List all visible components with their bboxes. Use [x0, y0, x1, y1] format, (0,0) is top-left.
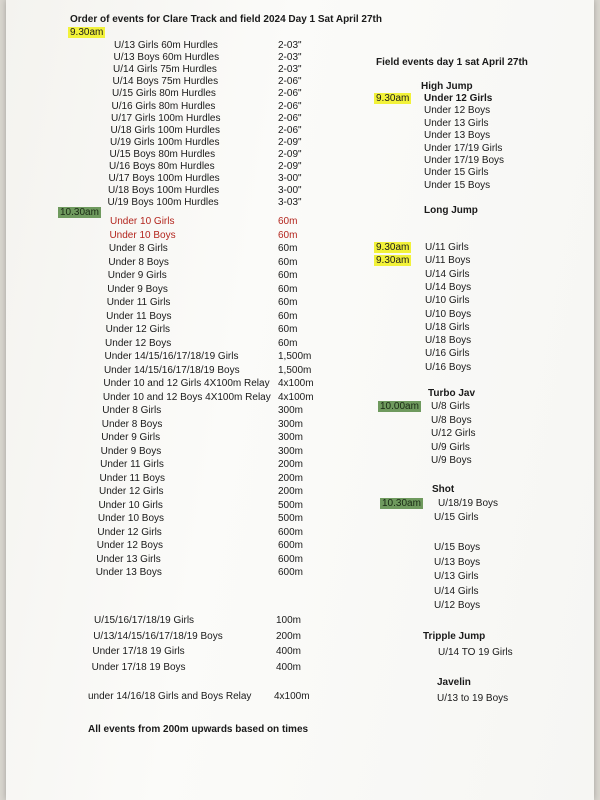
- hurdle-event: U/18 Boys 100m Hurdles: [108, 185, 220, 197]
- high-jump-heading: High Jump: [421, 81, 473, 92]
- track-distance: 600m: [278, 567, 304, 578]
- track-event: Under 10 Boys: [109, 229, 176, 241]
- high-jump-item: Under 13 Girls: [424, 117, 489, 129]
- track-event: Under 8 Girls: [102, 405, 162, 416]
- track-distance: 200m: [278, 459, 304, 470]
- late-track-event: U/15/16/17/18/19 Girls: [94, 615, 195, 626]
- hurdle-event: U/19 Girls 100m Hurdles: [110, 136, 220, 148]
- shot-item: U/13 Girls: [434, 571, 479, 582]
- track-distance: 300m: [278, 432, 304, 443]
- track-event: Under 10 and 12 Girls 4X100m Relay: [103, 378, 270, 389]
- track-distance: 200m: [278, 486, 304, 497]
- track-distance: 60m: [278, 310, 298, 322]
- track-event: Under 12 Girls: [99, 486, 164, 497]
- high-jump-item: Under 17/19 Girls: [424, 142, 503, 154]
- hurdle-event: U/16 Boys 80m Hurdles: [109, 161, 215, 172]
- tripple-jump-item: U/14 TO 19 Girls: [438, 647, 513, 658]
- high-jump-item: Under 12 Boys: [424, 105, 491, 117]
- track-distance: 500m: [278, 499, 304, 511]
- track-distance: 600m: [278, 526, 304, 538]
- track-event: Under 13 Girls: [96, 553, 161, 565]
- track-distance: 1,500m: [278, 364, 312, 376]
- track-event: Under 10 Girls: [98, 499, 163, 511]
- track-distance: 60m: [278, 283, 298, 295]
- hurdle-height: 2-09": [278, 136, 302, 148]
- shot-item: U/15 Girls: [434, 512, 479, 523]
- late-track-event: U/13/14/15/16/17/18/19 Boys: [93, 630, 223, 642]
- track-event: Under 12 Girls: [97, 526, 162, 538]
- turbo-jav-item: U/9 Girls: [431, 441, 470, 453]
- track-event: Under 8 Boys: [101, 418, 163, 430]
- long-jump-item: U/16 Boys: [425, 361, 472, 373]
- track-distance: 600m: [278, 553, 304, 565]
- time-badge-930-long-jump-2: 9.30am: [376, 255, 410, 266]
- long-jump-item: U/11 Girls: [425, 242, 469, 253]
- long-jump-item: U/10 Boys: [425, 308, 472, 320]
- javelin-item: U/13 to 19 Boys: [437, 693, 509, 704]
- paper-sheet: [6, 0, 594, 800]
- track-event: Under 8 Boys: [108, 256, 169, 268]
- high-jump-item: Under 17/19 Boys: [424, 155, 505, 166]
- time-badge-1030-track: 10.30am: [60, 207, 99, 218]
- track-distance: 600m: [278, 540, 304, 551]
- late-track-event: Under 17/18 19 Girls: [92, 646, 185, 657]
- shot-item: U/14 Girls: [434, 586, 479, 597]
- track-distance: 60m: [278, 324, 298, 335]
- hurdle-event: U/13 Boys 60m Hurdles: [113, 52, 220, 64]
- track-distance: 4x100m: [278, 391, 314, 403]
- late-track-distance: 400m: [276, 646, 302, 657]
- turbo-jav-item: U/9 Boys: [431, 455, 472, 467]
- track-distance: 60m: [278, 337, 298, 349]
- turbo-jav-item: U/8 Boys: [431, 414, 472, 426]
- track-event: Under 13 Boys: [95, 567, 162, 578]
- track-distance: 60m: [278, 216, 298, 227]
- hurdle-height: 2-03": [278, 40, 302, 51]
- track-distance: 60m: [278, 243, 298, 254]
- long-jump-heading: Long Jump: [424, 205, 478, 216]
- time-badge-930-high-jump: 9.30am: [376, 93, 410, 104]
- long-jump-item: U/18 Boys: [425, 335, 472, 347]
- track-distance: 60m: [278, 256, 298, 268]
- track-event: Under 12 Boys: [105, 337, 172, 349]
- footer-note: All events from 200m upwards based on times: [88, 724, 309, 735]
- track-event: Under 10 Girls: [110, 216, 175, 227]
- track-event: Under 10 and 12 Boys 4X100m Relay: [102, 391, 271, 403]
- track-event: Under 12 Boys: [96, 540, 163, 551]
- track-event: Under 9 Boys: [107, 283, 168, 295]
- long-jump-item: U/18 Girls: [425, 321, 470, 333]
- hurdle-height: 2-06": [278, 124, 302, 136]
- hurdle-event: U/19 Boys 100m Hurdles: [107, 197, 219, 209]
- hurdle-event: U/16 Girls 80m Hurdles: [111, 100, 216, 112]
- track-distance: 500m: [278, 513, 304, 524]
- hurdle-height: 2-06": [278, 88, 302, 100]
- hurdle-height: 2-06": [278, 112, 302, 124]
- time-badge-1000-turbo-jav: 10.00am: [380, 401, 419, 412]
- hurdle-height: 3-03": [278, 197, 302, 209]
- relay-event: under 14/16/18 Girls and Boys Relay: [88, 691, 252, 702]
- time-badge-930-track: 9.30am: [70, 27, 104, 38]
- shot-item: U/13 Boys: [434, 557, 481, 568]
- late-track-distance: 200m: [276, 630, 302, 642]
- long-jump-item: U/14 Boys: [425, 281, 472, 293]
- hurdle-height: 2-09": [278, 148, 302, 160]
- turbo-jav-heading: Turbo Jav: [428, 388, 476, 399]
- hurdle-height: 2-03": [278, 64, 302, 76]
- turbo-jav-item: U/12 Girls: [431, 428, 476, 440]
- hurdle-event: U/15 Girls 80m Hurdles: [112, 88, 216, 100]
- track-distance: 300m: [278, 445, 304, 457]
- track-distance: 60m: [278, 229, 298, 241]
- track-event: Under 12 Girls: [105, 324, 171, 335]
- hurdle-event: U/18 Girls 100m Hurdles: [110, 124, 220, 136]
- track-distance: 300m: [278, 405, 304, 416]
- long-jump-item: U/16 Girls: [425, 348, 470, 360]
- hurdle-event: U/13 Girls 60m Hurdles: [114, 40, 218, 51]
- track-event: Under 14/15/16/17/18/19 Girls: [104, 351, 239, 362]
- field-events-title: Field events day 1 sat April 27th: [376, 57, 528, 68]
- track-distance: 60m: [278, 270, 298, 281]
- shot-item: U/18/19 Boys: [438, 498, 499, 509]
- hurdle-height: 3-00": [278, 173, 302, 185]
- javelin-heading: Javelin: [437, 677, 471, 688]
- hurdle-height: 3-00": [278, 185, 302, 197]
- hurdle-height: 2-06": [278, 100, 302, 112]
- track-event: Under 14/15/16/17/18/19 Boys: [103, 364, 240, 376]
- hurdle-event: U/14 Girls 75m Hurdles: [113, 64, 217, 76]
- long-jump-item: U/10 Girls: [425, 295, 470, 307]
- high-jump-item: Under 12 Girls: [424, 93, 493, 104]
- track-event: Under 11 Boys: [106, 310, 172, 322]
- track-distance: 60m: [278, 297, 298, 308]
- track-distance: 300m: [278, 418, 304, 430]
- hurdle-event: U/17 Boys 100m Hurdles: [108, 173, 220, 185]
- track-event: Under 11 Boys: [99, 472, 165, 484]
- track-event: Under 8 Girls: [108, 243, 168, 254]
- long-jump-item: U/11 Boys: [425, 255, 471, 267]
- track-event: Under 11 Girls: [100, 459, 164, 470]
- hurdle-height: 2-03": [278, 52, 302, 64]
- late-track-distance: 100m: [276, 615, 302, 626]
- track-event: Under 9 Boys: [100, 445, 162, 457]
- track-distance: 200m: [278, 472, 304, 484]
- shot-item: U/12 Boys: [434, 600, 481, 611]
- time-badge-1030-shot: 10.30am: [382, 498, 421, 509]
- long-jump-item: U/14 Girls: [425, 268, 470, 280]
- high-jump-item: Under 13 Boys: [424, 130, 491, 142]
- track-event: Under 9 Girls: [101, 432, 161, 443]
- track-event: Under 10 Boys: [97, 513, 165, 524]
- track-distance: 4x100m: [278, 378, 314, 389]
- late-track-event: Under 17/18 19 Boys: [91, 661, 186, 673]
- high-jump-item: Under 15 Girls: [424, 167, 489, 179]
- track-event: Under 11 Girls: [106, 297, 171, 308]
- hurdle-event: U/15 Boys 80m Hurdles: [109, 148, 216, 160]
- hurdle-height: 2-06": [278, 76, 302, 88]
- high-jump-item: Under 15 Boys: [424, 179, 491, 191]
- time-badge-930-long-jump-1: 9.30am: [376, 242, 410, 253]
- shot-heading: Shot: [432, 484, 455, 495]
- track-event: Under 9 Girls: [107, 270, 167, 281]
- track-distance: 1,500m: [278, 351, 312, 362]
- turbo-jav-item: U/8 Girls: [431, 401, 470, 412]
- late-track-distance: 400m: [276, 661, 302, 673]
- hurdle-height: 2-09": [278, 161, 302, 172]
- schedule-title: Order of events for Clare Track and field 2024 Day 1 Sat April 27th: [70, 14, 382, 25]
- shot-item: U/15 Boys: [434, 542, 481, 553]
- relay-distance: 4x100m: [274, 691, 310, 702]
- hurdle-event: U/17 Girls 100m Hurdles: [111, 112, 221, 124]
- hurdle-event: U/14 Boys 75m Hurdles: [112, 76, 219, 88]
- tripple-jump-heading: Tripple Jump: [423, 631, 486, 642]
